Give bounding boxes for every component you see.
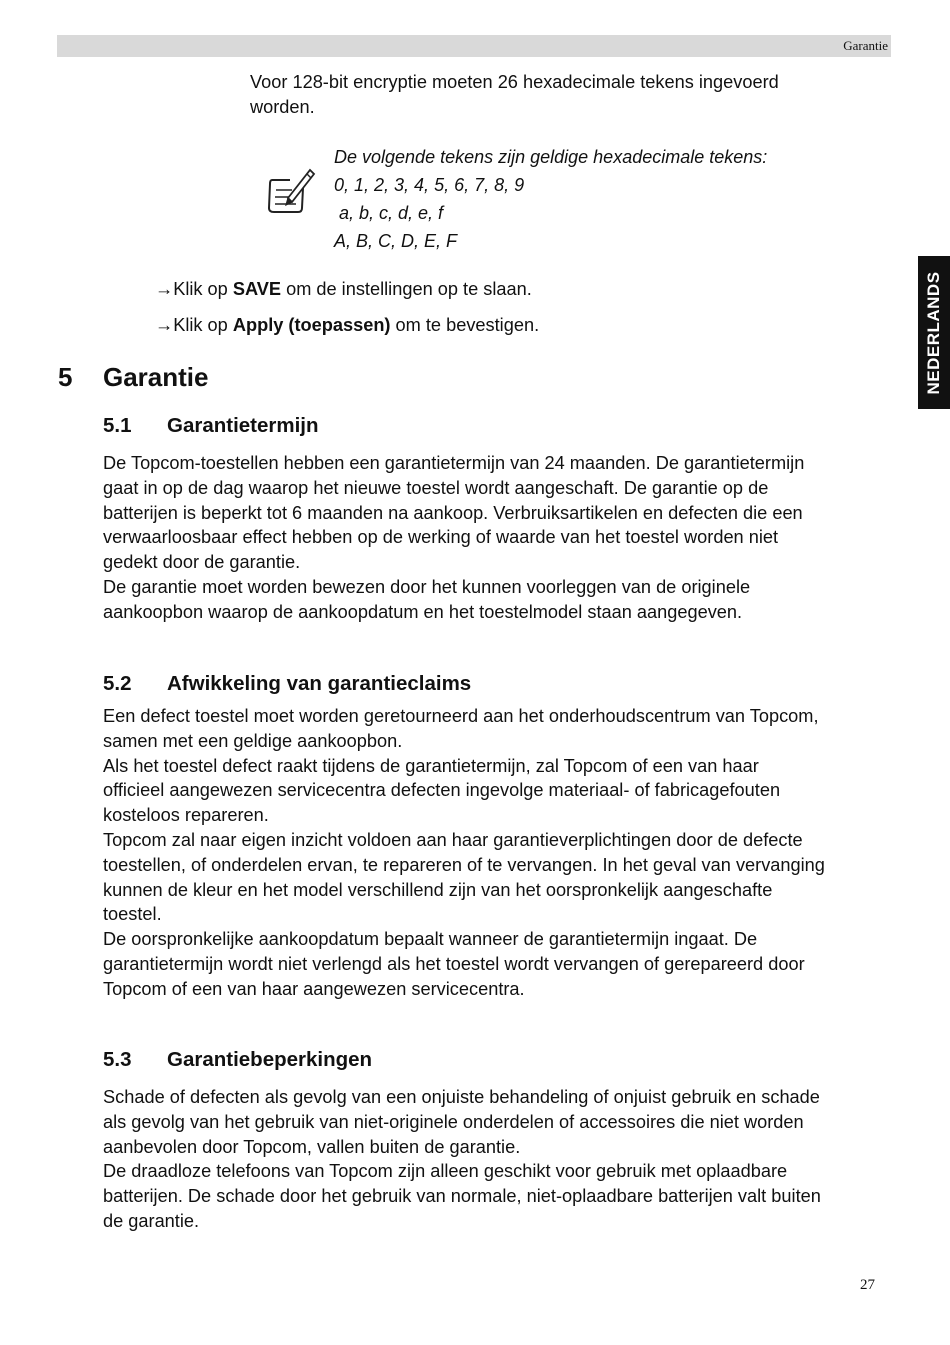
body-line: officieel aangewezen servicecentra defecten ingevolge materiaal- of fabricagefouten xyxy=(103,780,781,801)
body-line: batterijen. De schade door het gebruik van normale, niet-oplaadbare batterijen valt buiten xyxy=(103,1186,821,1207)
body-line: De garantie moet worden bewezen door het kunnen voorleggen van de originele xyxy=(103,576,751,597)
section-heading xyxy=(58,362,209,393)
section-title: Garantie xyxy=(103,362,209,392)
body-line: Als het toestel defect raakt tijdens de garantietermijn, zal Topcom of een van haar xyxy=(103,755,759,776)
body-line: aankoopbon waarop de aankoopdatum en het toestelmodel staan aangegeven. xyxy=(103,601,743,622)
subsection-title: Garantiebeperkingen xyxy=(167,1048,373,1071)
intro-paragraph xyxy=(250,70,870,120)
body-line: kunnen de kleur en het model verschillend zijn van het oorspronkelijk aangeschafte xyxy=(103,879,773,900)
body-line: De oorspronkelijke aankoopdatum bepaalt wanneer de garantietermijn ingaat. De xyxy=(103,929,758,950)
body-line: kosteloos repareren. xyxy=(103,805,269,826)
step-text: Klik op xyxy=(173,315,233,335)
header-title: Garantie xyxy=(843,38,888,53)
arrow-icon: → xyxy=(155,279,174,299)
language-side-tab xyxy=(918,256,950,409)
note-line: De volgende tekens zijn geldige hexadecimale tekens: xyxy=(334,147,768,167)
step-save xyxy=(155,279,532,300)
note-line: A, B, C, D, E, F xyxy=(334,231,458,251)
step-text: Klik op xyxy=(173,279,233,299)
body-line: Schade of defecten als gevolg van een onjuiste behandeling of onjuist gebruik en schade xyxy=(103,1087,820,1107)
body-line: samen met een geldige aankoopbon. xyxy=(103,730,403,751)
body-line: De draadloze telefoons van Topcom zijn alleen geschikt voor gebruik met oplaadbare xyxy=(103,1161,788,1182)
body-line: Een defect toestel moet worden geretourneerd aan het onderhoudscentrum van Topcom, xyxy=(103,706,819,726)
subsection-title: Afwikkeling van garantieclaims xyxy=(167,672,472,695)
arrow-icon: → xyxy=(155,315,174,335)
page-number: 27 xyxy=(860,1277,875,1293)
body-line: aanbevolen door Topcom, vallen buiten de garantie. xyxy=(103,1136,521,1157)
page-header-bar xyxy=(57,35,891,57)
step-bold-apply: Apply (toepassen) xyxy=(232,315,391,335)
body-line: garantietermijn wordt niet verlengd als het toestel wordt vervangen of gerepareerd door xyxy=(103,953,805,974)
step-apply xyxy=(155,315,539,336)
subsection-number: 5.2 xyxy=(103,672,132,695)
step-text: om de instellingen op te slaan. xyxy=(281,279,532,299)
note-line: 0, 1, 2, 3, 4, 5, 6, 7, 8, 9 xyxy=(334,175,525,195)
section-number: 5 xyxy=(58,362,73,392)
body-line: gedekt door de garantie. xyxy=(103,552,301,573)
step-text: om te bevestigen. xyxy=(390,315,540,335)
subsection-heading-5-1 xyxy=(103,414,319,438)
body-line: De Topcom-toestellen hebben een garantietermijn van 24 maanden. De garantietermijn xyxy=(103,453,805,473)
language-tab-label: NEDERLANDS xyxy=(924,270,943,395)
intro-line: worden. xyxy=(250,96,315,117)
subsection-number: 5.1 xyxy=(103,414,132,437)
subsection-heading-5-3 xyxy=(103,1048,372,1072)
body-line: toestel. xyxy=(103,904,162,925)
intro-line: Voor 128-bit encryptie moeten 26 hexadecimale tekens ingevoerd xyxy=(250,72,779,92)
step-bold-save: SAVE xyxy=(232,279,282,299)
body-line: gaat in op de dag waarop het nieuwe toestel wordt aangeschaft. De garantie op de xyxy=(103,477,769,498)
body-line: Topcom zal naar eigen inzicht voldoen aan haar garantieverplichtingen door de defecte xyxy=(103,829,803,850)
subsection-body-5-1 xyxy=(103,451,903,625)
subsection-title: Garantietermijn xyxy=(167,414,319,437)
subsection-heading-5-2 xyxy=(103,672,471,696)
body-line: verwaarloosbaar effect hebben op de werking of waarde van het toestel worden niet xyxy=(103,527,779,548)
note-pencil-icon xyxy=(266,164,316,218)
note-line: a, b, c, d, e, f xyxy=(334,203,444,223)
body-line: toestellen, of onderdelen ervan, te repareren of te vervangen. In het geval van vervanging xyxy=(103,854,825,875)
body-line: als gevolg van het gebruik van niet-originele onderdelen of accessoires die niet worden xyxy=(103,1111,804,1132)
subsection-number: 5.3 xyxy=(103,1048,132,1071)
subsection-body-5-2 xyxy=(103,704,903,1002)
subsection-body-5-3 xyxy=(103,1085,903,1234)
body-line: de garantie. xyxy=(103,1210,200,1231)
body-line: batterijen is beperkt tot 6 maanden na aankoop. Verbruiksartikelen en defecten die een xyxy=(103,502,803,523)
hex-note xyxy=(334,143,854,255)
body-line: Topcom of een van haar aangewezen servicecentra. xyxy=(103,978,525,999)
